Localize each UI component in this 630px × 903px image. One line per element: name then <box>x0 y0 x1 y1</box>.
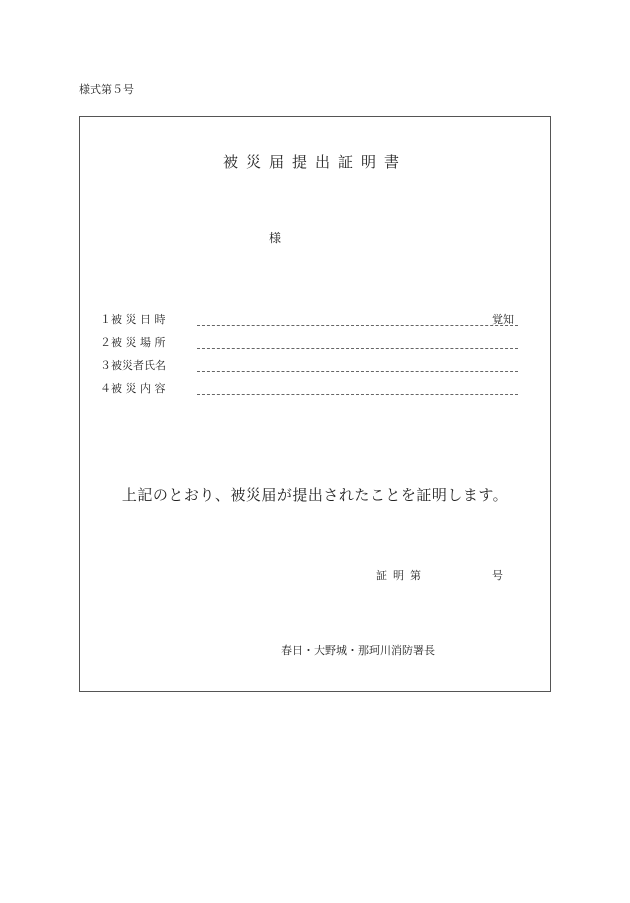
row-fill-line <box>197 377 518 395</box>
row-label: ４被 災 内 容 <box>100 382 166 395</box>
addressee-suffix: 様 <box>269 231 282 245</box>
row-disaster-details <box>80 377 550 399</box>
form-number: 様式第５号 <box>79 83 134 96</box>
row-label: １被 災 日 時 <box>100 313 166 326</box>
row-fill-line <box>197 308 518 326</box>
row-label: ３被災者氏名 <box>100 359 166 372</box>
row-disaster-datetime <box>80 308 550 330</box>
row-label: ２被 災 場 所 <box>100 336 166 349</box>
row-fill-line <box>197 331 518 349</box>
row-disaster-location <box>80 331 550 353</box>
certificate-frame <box>79 116 551 692</box>
certificate-number-suffix: 号 <box>492 569 503 582</box>
row-suffix: 覚知 <box>492 313 514 326</box>
certification-statement: 上記のとおり、被災届が提出されたことを証明します。 <box>121 486 509 504</box>
certificate-number-prefix: 証明第 <box>376 569 427 582</box>
row-fill-line <box>197 354 518 372</box>
issuer-name: 春日・大野城・那珂川消防署長 <box>281 644 435 657</box>
document-title: 被災届提出証明書 <box>222 153 407 171</box>
row-victim-name <box>80 354 550 376</box>
